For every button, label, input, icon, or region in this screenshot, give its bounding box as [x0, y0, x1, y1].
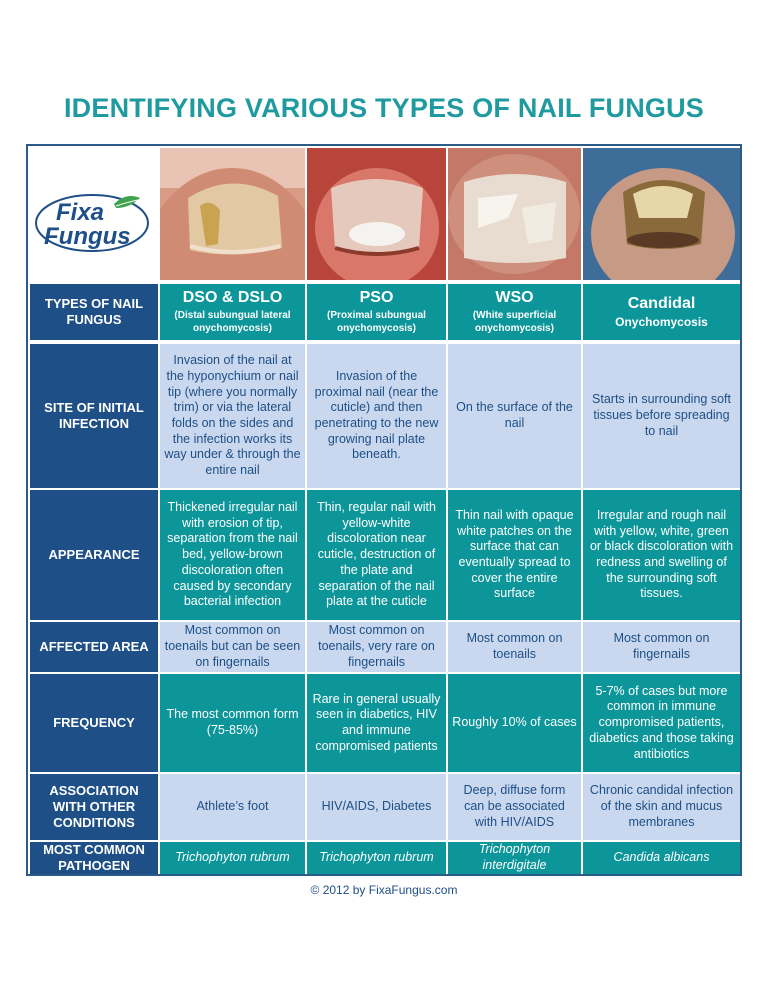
column-header-candidal — [583, 284, 740, 340]
column-name: WSO — [495, 289, 534, 306]
affected-cell-candidal: Most common on fingernails — [583, 622, 740, 672]
frequency-cell-pso: Rare in general usually seen in diabetics, HIV and immune compromised patients — [307, 674, 446, 772]
nail-fungus-table — [26, 144, 742, 876]
site-cell-dso: Invasion of the nail at the hyponychium or nail tip (where you normally trim) or via the lateral folds on the sides and the infection works its way under & through the entire nail — [160, 344, 305, 488]
column-header-dso-dslo — [160, 284, 305, 340]
dso-dslo-nail-photo — [160, 148, 305, 280]
column-subtitle: (Proximal subungual onychomycosis) — [327, 310, 426, 334]
column-header-pso — [307, 284, 446, 340]
row-label-frequency: FREQUENCY — [30, 674, 158, 772]
appearance-cell-wso: Thin nail with opaque white patches on the surface that can eventually spread to cover the entire surface — [448, 490, 581, 620]
association-cell-dso: Athlete’s foot — [160, 774, 305, 840]
row-label-association: ASSOCIATION WITH OTHER CONDITIONS — [30, 774, 158, 840]
frequency-cell-dso: The most common form (75-85%) — [160, 674, 305, 772]
row-label-site: SITE OF INITIAL INFECTION — [30, 344, 158, 488]
column-header-wso — [448, 284, 581, 340]
logo-icon — [30, 148, 160, 280]
logo-line1: Fixa — [56, 199, 105, 226]
column-subtitle: (Distal subungual lateral onychomycosis) — [174, 310, 291, 334]
logo-line2: Fungus — [44, 223, 131, 250]
pso-nail-photo — [307, 148, 446, 280]
row-label-pathogen: MOST COMMON PATHOGEN — [30, 842, 158, 874]
column-subtitle: (White superficial onychomycosis) — [472, 310, 557, 334]
wso-nail-photo — [448, 148, 581, 280]
site-cell-wso: On the surface of the nail — [448, 344, 581, 488]
site-cell-pso: Invasion of the proximal nail (near the cuticle) and then penetrating to the new growing nail plate beneath. — [307, 344, 446, 488]
affected-cell-wso: Most common on toenails — [448, 622, 581, 672]
pathogen-cell-dso: Trichophyton rubrum — [160, 842, 305, 874]
column-name: Candidal — [627, 294, 696, 312]
fixafungus-logo — [30, 148, 160, 280]
association-cell-candidal: Chronic candidal infection of the skin and mucus membranes — [583, 774, 740, 840]
types-label: TYPES OF NAIL FUNGUS — [30, 284, 158, 340]
affected-cell-pso: Most common on toenails, very rare on fingernails — [307, 622, 446, 672]
column-name: DSO & DSLO — [182, 289, 283, 306]
association-cell-pso: HIV/AIDS, Diabetes — [307, 774, 446, 840]
row-label-affected-area: AFFECTED AREA — [30, 622, 158, 672]
pathogen-cell-candidal: Candida albicans — [583, 842, 740, 874]
site-cell-candidal: Starts in surrounding soft tissues before spreading to nail — [583, 344, 740, 488]
frequency-cell-wso: Roughly 10% of cases — [448, 674, 581, 772]
appearance-cell-dso: Thickened irregular nail with erosion of tip, separation from the nail bed, yellow-brown discoloration often caused by secondary bacterial infection — [160, 490, 305, 620]
association-cell-wso: Deep, diffuse form can be associated with HIV/AIDS — [448, 774, 581, 840]
column-name: PSO — [359, 289, 394, 306]
copyright-footer: © 2012 by FixaFungus.com — [310, 883, 458, 897]
column-subtitle: Onychomycosis — [615, 314, 708, 329]
appearance-cell-candidal: Irregular and rough nail with yellow, white, green or black discoloration with redness and swelling of the surrounding soft tissues. — [583, 490, 740, 620]
candidal-nail-photo — [583, 148, 740, 280]
page-title: IDENTIFYING VARIOUS TYPES OF NAIL FUNGUS — [63, 93, 705, 123]
row-label-appearance: APPEARANCE — [30, 490, 158, 620]
appearance-cell-pso: Thin, regular nail with yellow-white discoloration near cuticle, destruction of the plate and separation of the nail plate at the cuticle — [307, 490, 446, 620]
pathogen-cell-wso: Trichophyton interdigitale — [448, 842, 581, 874]
pathogen-cell-pso: Trichophyton rubrum — [307, 842, 446, 874]
affected-cell-dso: Most common on toenails but can be seen on fingernails — [160, 622, 305, 672]
frequency-cell-candidal: 5-7% of cases but more common in immune compromised patients, diabetics and those taking antibiotics — [583, 674, 740, 772]
